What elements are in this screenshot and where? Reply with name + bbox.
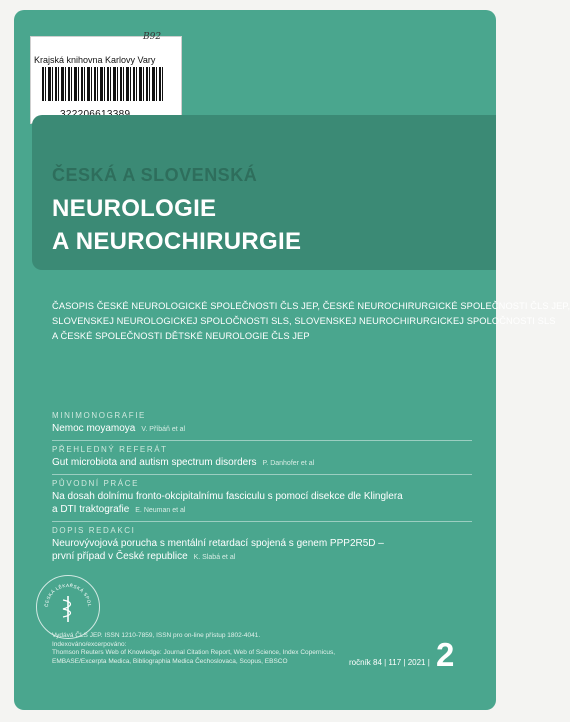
- section-category: DOPIS REDAKCI: [52, 526, 136, 535]
- article-title: [52, 422, 472, 436]
- section-category: PŘEHLEDNÝ REFERÁT: [52, 445, 168, 454]
- article-title-line: Gut microbiota and autism spectrum disorders: [52, 457, 257, 468]
- societies-line: A ČESKÉ SPOLEČNOSTI DĚTSKÉ NEUROLOGIE ČLS JEP: [52, 331, 310, 341]
- article-title: [52, 490, 472, 503]
- contents-section: [52, 410, 472, 441]
- contents-section: [52, 478, 472, 522]
- journal-title-line-2: A NEUROCHIRURGIE: [52, 228, 302, 255]
- contents-section: [52, 444, 472, 475]
- svg-text:ČESKÁ LÉKAŘSKÁ SPOLEČNOST J. E: [37, 576, 92, 607]
- article-title-line: Nemoc moyamoya: [52, 423, 136, 434]
- article-title: [52, 503, 472, 517]
- section-category: MINIMONOGRAFIE: [52, 411, 146, 420]
- barcode-icon: [42, 67, 164, 101]
- article-author: P. Danhofer et al: [262, 460, 315, 467]
- article-title: [52, 456, 472, 470]
- journal-subtitle: ČESKÁ A SLOVENSKÁ: [52, 165, 258, 185]
- footer-line: Thomson Reuters Web of Knowledge: Journal Citation Report, Web of Science, Index Copernicus,: [52, 649, 336, 656]
- journal-title: [52, 192, 301, 258]
- footer-line: Vydává ČLS JEP. ISSN 1210-7859, ISSN pro on-line přístup 1802-4041.: [52, 632, 261, 639]
- issue-info: ročník 84 | 117 | 2021 |: [349, 658, 430, 667]
- journal-title-line-1: NEUROLOGIE: [52, 195, 217, 222]
- society-emblem-icon: [36, 575, 100, 639]
- societies-line: SLOVENSKEJ NEUROLOGICKEJ SPOLOČNOSTI SLS, SLOVENSKEJ NEUROCHIRURGICKEJ SPOLOČNOSTI SLS: [52, 316, 556, 326]
- article-title-line: Neurovývojová porucha s mentální retardací spojená s genem PPP2R5D –: [52, 538, 384, 549]
- article-title-line: Na dosah dolnímu fronto-okcipitalnímu fasciculu s pomocí disekce dle Klinglera: [52, 491, 403, 502]
- article-title-line: první případ v České republice: [52, 551, 188, 562]
- emblem-text: ČESKÁ LÉKAŘSKÁ SPOL: [43, 582, 93, 608]
- article-author: K. Slabá et al: [193, 554, 236, 561]
- emblem-graphic: [37, 576, 99, 638]
- contents-list: [52, 410, 472, 571]
- label-handwriting: B92: [143, 32, 162, 42]
- societies-line: ČASOPIS ČESKÉ NEUROLOGICKÉ SPOLEČNOSTI ČLS JEP, ČESKÉ NEUROCHIRURGICKÉ SPOLEČNOSTI ČLS JEP,: [52, 301, 570, 311]
- section-category: PŮVODNÍ PRÁCE: [52, 479, 140, 488]
- article-author: E. Neuman et al: [135, 507, 186, 514]
- article-author: V. Příbáň et al: [141, 426, 186, 433]
- footer-line: EMBASE/Excerpta Medica, Bibliographia Medica Čechoslovaca, Scopus, EBSCO: [52, 657, 288, 665]
- contents-section: [52, 525, 472, 568]
- article-title: [52, 537, 472, 550]
- library-name: Krajská knihovna Karlovy Vary: [34, 55, 156, 65]
- article-title: [52, 550, 472, 564]
- publisher-info: [52, 632, 336, 666]
- societies-text: [52, 299, 570, 344]
- article-title-line: a DTI traktografie: [52, 504, 130, 515]
- footer-line: Indexováno/excerpováno:: [52, 640, 127, 648]
- issue-number: 2: [436, 636, 455, 673]
